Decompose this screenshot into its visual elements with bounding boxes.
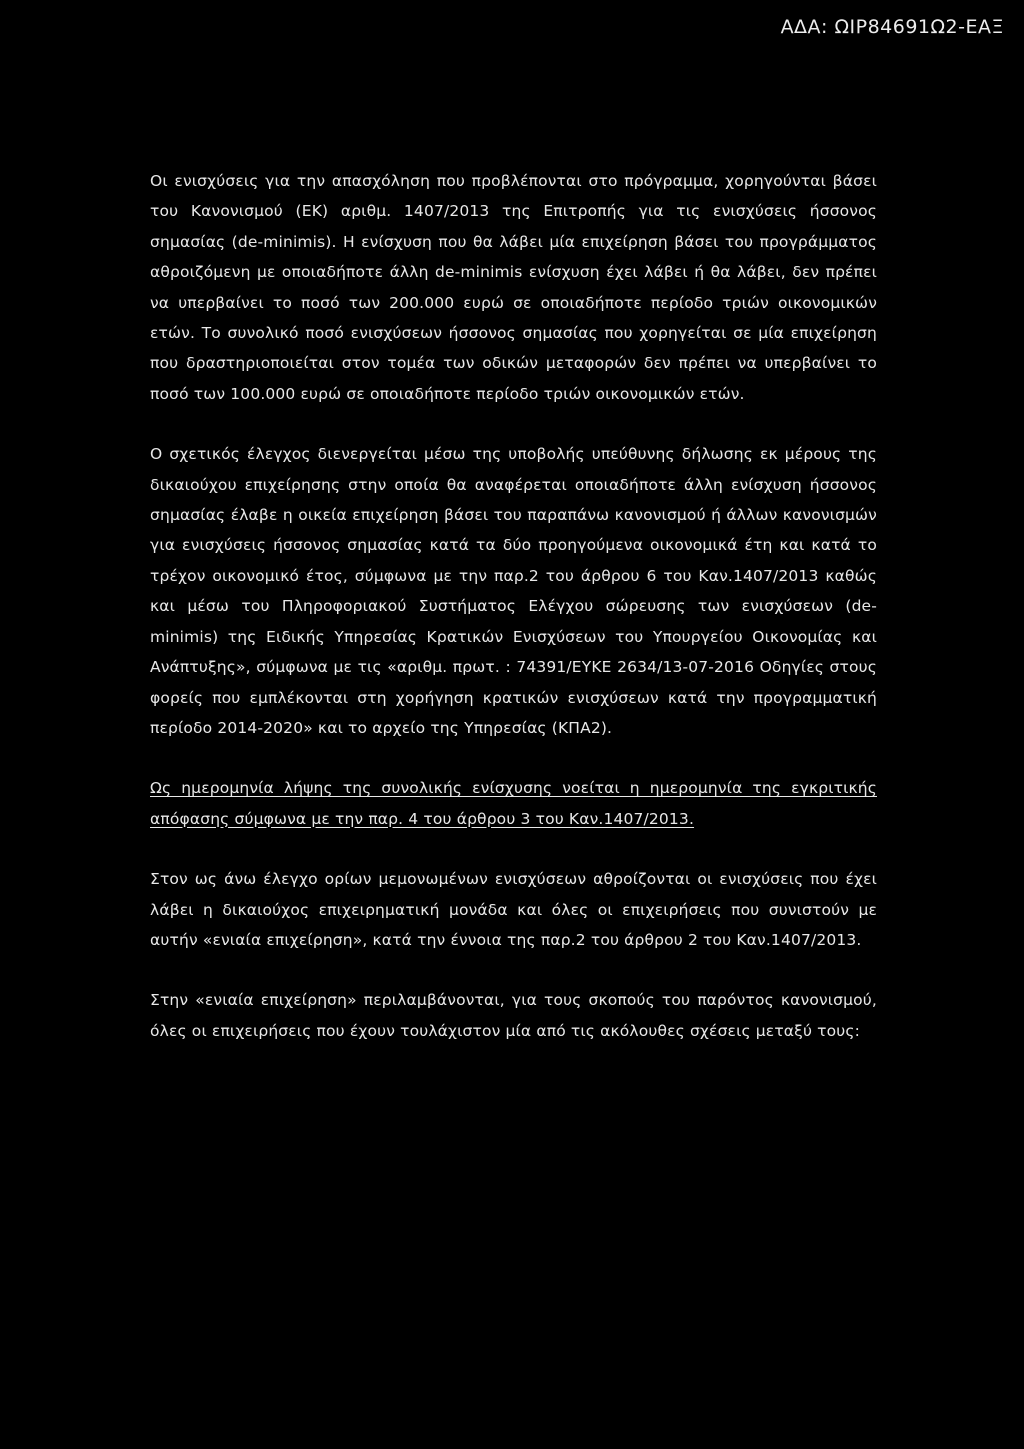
- paragraph-date-of-receipt: Ως ημερομηνία λήψης της συνολικής ενίσχυσης νοείται η ημερομηνία της εγκριτικής απόφασης σύμφωνα με την παρ. 4 του άρθρου 3 του Καν.1407/2013.: [150, 779, 877, 828]
- document-body: [150, 166, 877, 1046]
- ada-code: ΑΔΑ: ΩΙΡ84691Ω2-ΕΑΞ: [780, 16, 1004, 38]
- paragraph-single-undertaking-aggregation: Στον ως άνω έλεγχο ορίων μεμονωμένων ενισχύσεων αθροίζονται οι ενισχύσεις που έχει λάβει η δικαιούχος επιχειρηματική μονάδα και όλες οι επιχειρήσεις που συνιστούν με αυτήν «ενιαία επιχείρηση», κατά την έννοια της παρ.2 του άρθρου 2 του Καν.1407/2013.: [150, 870, 877, 949]
- paragraph-single-undertaking-definition: Στην «ενιαία επιχείρηση» περιλαμβάνονται, για τους σκοπούς του παρόντος κανονισμού, όλες οι επιχειρήσεις που έχουν τουλάχιστον μία από τις ακόλουθες σχέσεις μεταξύ τους:: [150, 991, 877, 1040]
- paragraph-control-procedure: Ο σχετικός έλεγχος διενεργείται μέσω της υποβολής υπεύθυνης δήλωσης εκ μέρους της δικαιούχου επιχείρησης στην οποία θα αναφέρεται οποιαδήποτε άλλη ενίσχυση ήσσονος σημασίας έλαβε η οικεία επιχείρηση βάσει του παραπάνω κανονισμού ή άλλων κανονισμών για ενισχύσεις ήσσονος σημασίας κατά τα δύο προηγούμενα οικονομικά έτη και κατά το τρέχον οικονομικό έτος, σύμφωνα με την παρ.2 του άρθρου 6 του Καν.1407/2013 καθώς και μέσω του Πληροφοριακού Συστήματος Ελέγχου σώρευσης των ενισχύσεων (de-minimis) της Ειδικής Υπηρεσίας Κρατικών Ενισχύσεων του Υπουργείου Οικονομίας και Ανάπτυξης», σύμφωνα με τις «αριθμ. πρωτ. : 74391/ΕΥΚΕ 2634/13-07-2016 Οδηγίες στους φορείς που εμπλέκονται στη χορήγηση κρατικών ενισχύσεων κατά την προγραμματική περίοδο 2014-2020» και το αρχείο της Υπηρεσίας (ΚΠΑ2).: [150, 445, 877, 737]
- paragraph-de-minimis-limits: Οι ενισχύσεις για την απασχόληση που προβλέπονται στο πρόγραμμα, χορηγούνται βάσει του Κανονισμού (ΕΚ) αριθμ. 1407/2013 της Επιτροπής για τις ενισχύσεις ήσσονος σημασίας (de-minimis). Η ενίσχυση που θα λάβει μία επιχείρηση βάσει του προγράμματος αθροιζόμενη με οποιαδήποτε άλλη de-minimis ενίσχυση έχει λάβει ή θα λάβει, δεν πρέπει να υπερβαίνει το ποσό των 200.000 ευρώ σε οποιαδήποτε περίοδο τριών οικονομικών ετών. Το συνολικό ποσό ενισχύσεων ήσσονος σημασίας που χορηγείται σε μία επιχείρηση που δραστηριοποιείται στον τομέα των οδικών μεταφορών δεν πρέπει να υπερβαίνει το ποσό των 100.000 ευρώ σε οποιαδήποτε περίοδο τριών οικονομικών ετών.: [150, 172, 877, 403]
